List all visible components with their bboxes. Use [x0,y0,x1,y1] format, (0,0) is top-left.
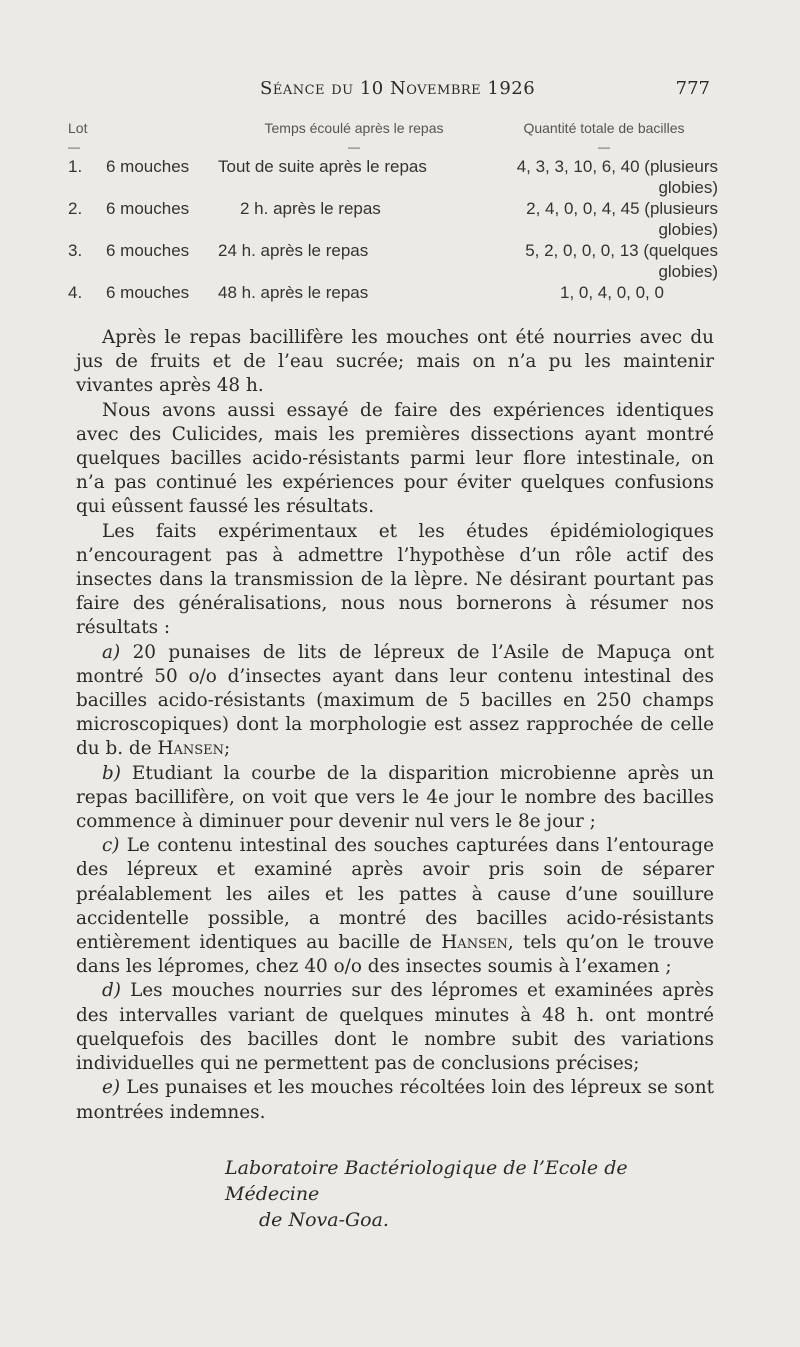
item-text: Etudiant la courbe de la disparition microbienne après un repas bacillifère, on voit que vers le 4e jour le nombre des bacilles commence à diminuer pour devenir nul vers le 8e jour ; [76,762,714,833]
table-row [68,282,718,303]
row-count: 6 mouches [106,157,190,176]
row-quantity: 2, 4, 0, 0, 4, 45 (plusieurs globies) [526,199,718,239]
row-number: 2. [68,199,83,218]
item-text-end: , tels qu’on le trouve dans les lépromes, chez 40 o/o des insectes soumis à l’examen ; [76,932,715,978]
row-number: 3. [68,241,83,260]
item-text: 20 punaises de lits de lépreux de l’Asile de Mapuça ont montré 50 o/o d’insectes ayant dans leur contenu intestinal des bacilles acido-résistants (maximum de 5 bacilles en 250 champs microscopiques) dont la morphologie est assez rapprochée de celle du b. de [76,641,714,760]
row-time: 24 h. après le repas [218,241,369,260]
page-number: 777 [675,78,710,99]
table-row [68,198,718,240]
item-text-end: ; [224,738,231,760]
column-header-quantity: Quantité totale de bacilles — [523,120,685,154]
page-header [75,76,710,106]
row-count: 6 mouches [106,199,190,218]
running-head: Séance du 10 Novembre 1926 [260,78,536,99]
table-row [68,240,718,282]
item-label: d) [102,980,121,1002]
table-row [68,156,718,198]
column-header-lot: Lot — [68,120,88,154]
row-number: 4. [68,283,83,302]
row-count: 6 mouches [106,241,190,260]
row-time: 2 h. après le repas [240,199,381,218]
result-item-b [76,762,714,835]
row-time: 48 h. après le repas [218,283,369,302]
author-name: Hansen [441,932,508,954]
result-item-a [76,641,714,762]
row-quantity: 4, 3, 3, 10, 6, 40 (plusieurs globies) [516,157,718,197]
item-label: c) [102,835,120,857]
row-count: 6 mouches [106,283,190,302]
result-item-d [76,979,714,1076]
item-label: b) [102,762,121,784]
column-header-time: Temps écoulé après le repas — [264,120,444,154]
result-item-e [76,1076,714,1124]
item-text: Les punaises et les mouches récoltées loin des lépreux se sont montrées indemnes. [76,1077,714,1123]
row-time: Tout de suite après le repas [218,157,427,176]
item-text: Les mouches nourries sur des lépromes et examinées après des intervalles variant de quelques minutes à 48 h. ont montré quelquefois des bacilles dont le nombre subit des variations individuelles qui ne permettent pas de conclusions précises; [76,980,714,1075]
affiliation-signature [225,1155,725,1233]
item-text: Le contenu intestinal des souches capturées dans l’entourage des lépreux et examiné après avoir pris soin de séparer préalablement les ailes et les pattes à cause d’une souillure accidentelle possible, a montré des bacilles acido-résistants entièrement identiques au bacille de [76,835,714,954]
row-quantity: 5, 2, 0, 0, 0, 13 (quelques globies) [525,241,718,281]
paragraph: Nous avons aussi essayé de faire des expériences identiques avec des Culicides, mais les premières dissections ayant montré quelques bacilles acido-résistants parmi leur flore intestinale, on n’a pas continué les expériences pour éviter quelques confusions qui eûssent faussé les résultats. [76,399,714,518]
paragraph: Les faits expérimentaux et les études épidémiologiques n’encouragent pas à admettre l’hypothèse d’un rôle actif des insectes dans la transmission de la lèpre. Ne désirant pourtant pas faire des généralisations, nous nous bornerons à résumer nos résultats : [76,520,714,639]
results-table [68,120,718,303]
paragraph: Après le repas bacillifère les mouches ont été nourries avec du jus de fruits et de l’eau sucrée; mais on n’a pu les maintenir vivantes après 48 h. [76,327,714,397]
result-item-c [76,834,714,979]
author-name: Hansen [157,738,225,760]
body-text [76,326,714,1125]
item-label: e) [102,1077,121,1099]
affiliation-line-1: Laboratoire Bactériologique de l’Ecole de Médecine [225,1157,628,1205]
row-number: 1. [68,157,83,176]
item-label: a) [102,641,121,663]
row-quantity: 1, 0, 4, 0, 0, 0 [560,283,664,302]
affiliation-line-2: de Nova-Goa. [259,1209,389,1231]
